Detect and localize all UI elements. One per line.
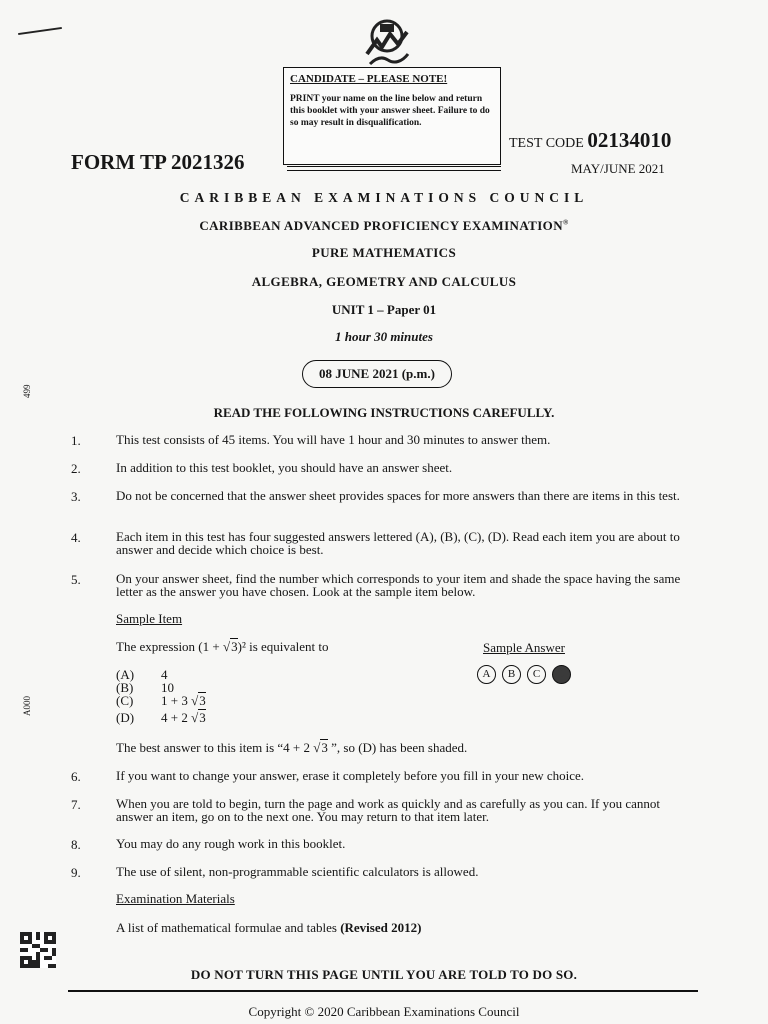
option-value-root: 3 xyxy=(199,710,206,725)
sample-question-prefix: The expression (1 + xyxy=(116,639,223,654)
exam-title xyxy=(0,218,768,234)
candidate-note-title: CANDIDATE – PLEASE NOTE! xyxy=(290,73,448,85)
sample-item-heading: Sample Item xyxy=(116,611,183,626)
registered-mark: ® xyxy=(562,218,569,227)
candidate-note-body: PRINT your name on the line below and return this booklet with your answer sheet. Failure to do so may result in disqualification. xyxy=(290,94,490,128)
exam-session: MAY/JUNE 2021 xyxy=(571,161,665,176)
option-letter: (B) xyxy=(116,680,134,695)
instruction-text: When you are told to begin, turn the page and work as quickly and as carefully as you can. If you cannot answer an item, go on to the next one. You may return to that item later. xyxy=(116,796,661,824)
side-label-bottom: A000 xyxy=(22,696,32,716)
option-letter: (A) xyxy=(116,667,135,682)
test-code xyxy=(509,128,671,153)
test-code-label: TEST CODE xyxy=(509,136,584,151)
module-title: ALGEBRA, GEOMETRY AND CALCULUS xyxy=(251,274,517,289)
cxc-logo-icon xyxy=(352,14,422,68)
unit-title: UNIT 1 – Paper 01 xyxy=(331,302,437,317)
instruction-text: On your answer sheet, find the number which corresponds to your item and shade the space having the same letter as the answer you have chosen. Look at the sample item below. xyxy=(116,571,681,599)
materials-text xyxy=(116,921,691,934)
instruction-text: Do not be concerned that the answer sheet provides spaces for more answers than there are items in this test. xyxy=(116,488,680,503)
council-name: CARIBBEAN EXAMINATIONS COUNCIL xyxy=(179,190,589,205)
candidate-note-box xyxy=(283,67,501,165)
instruction-number: 1. xyxy=(71,433,81,448)
sample-question-suffix: )² is equivalent to xyxy=(237,639,329,654)
exam-date: 08 JUNE 2021 (p.m.) xyxy=(302,360,452,388)
footer-rule xyxy=(68,990,698,992)
instruction-text: The use of silent, non-programmable scientific calculators is allowed. xyxy=(116,864,479,879)
subject-title: PURE MATHEMATICS xyxy=(311,245,457,260)
answer-bubble-a: A xyxy=(477,665,496,684)
materials-text-prefix: A list of mathematical formulae and tables xyxy=(116,920,341,935)
option-value-prefix: 4 + 2 √ xyxy=(161,710,199,725)
exam-name: CARIBBEAN ADVANCED PROFICIENCY EXAMINATION xyxy=(199,218,563,233)
materials-heading: Examination Materials xyxy=(116,891,235,906)
option-letter: (D) xyxy=(116,710,135,725)
name-line xyxy=(287,166,501,167)
instruction-number: 6. xyxy=(71,769,81,784)
materials-text-bold: (Revised 2012) xyxy=(340,920,422,935)
instruction-text: Each item in this test has four suggested answers lettered (A), (B), (C), (D). Read each item you are about to answer and decide which choice is best. xyxy=(116,529,680,557)
sample-explanation-prefix: The best answer to this item is “4 + 2 √ xyxy=(116,740,321,755)
answer-bubble-d-shaded: D xyxy=(552,665,571,684)
instruction-text: You may do any rough work in this booklet. xyxy=(116,836,346,851)
form-label: FORM TP 2021326 xyxy=(71,150,245,174)
option-value: 4 xyxy=(161,667,168,682)
instruction-number: 8. xyxy=(71,837,81,852)
instruction-number: 3. xyxy=(71,489,81,504)
option-value: 10 xyxy=(161,680,174,695)
instruction-number: 5. xyxy=(71,572,81,587)
qr-code-icon xyxy=(20,932,56,968)
name-line-lower xyxy=(287,170,501,171)
instruction-number: 7. xyxy=(71,797,81,812)
instruction-number: 9. xyxy=(71,865,81,880)
sample-explanation-root: 3 xyxy=(321,740,328,755)
test-code-value: 02134010 xyxy=(587,128,672,152)
copyright-notice: Copyright © 2020 Caribbean Examinations Council xyxy=(248,1004,520,1019)
instruction-text: This test consists of 45 items. You will have 1 hour and 30 minutes to answer them. xyxy=(116,432,551,447)
side-label-top: 499 xyxy=(22,384,32,398)
sample-explanation-suffix: ”, so (D) has been shaded. xyxy=(327,740,468,755)
option-letter: (C) xyxy=(116,693,134,708)
option-value-root: 3 xyxy=(199,693,206,708)
instructions-heading: READ THE FOLLOWING INSTRUCTIONS CAREFULLY. xyxy=(213,405,555,420)
exam-duration: 1 hour 30 minutes xyxy=(335,329,433,344)
option-value-prefix: 1 + 3 √ xyxy=(161,693,199,708)
instruction-text: If you want to change your answer, erase it completely before you fill in your new choice. xyxy=(116,768,585,783)
sample-question-root: 3 xyxy=(231,639,238,654)
instruction-number: 4. xyxy=(71,530,81,545)
option-value xyxy=(161,694,206,707)
do-not-turn-warning: DO NOT TURN THIS PAGE UNTIL YOU ARE TOLD TO DO SO. xyxy=(190,967,578,982)
option-value xyxy=(161,711,206,724)
instruction-number: 2. xyxy=(71,461,81,476)
sample-question: The expression (1 + √3)² is equivalent to xyxy=(116,639,329,654)
answer-bubble-b: B xyxy=(502,665,521,684)
sample-explanation xyxy=(116,741,691,754)
stray-pen-mark xyxy=(18,27,62,35)
answer-bubble-c: C xyxy=(527,665,546,684)
instruction-text: In addition to this test booklet, you should have an answer sheet. xyxy=(116,460,453,475)
sample-answer-heading: Sample Answer xyxy=(483,640,565,655)
